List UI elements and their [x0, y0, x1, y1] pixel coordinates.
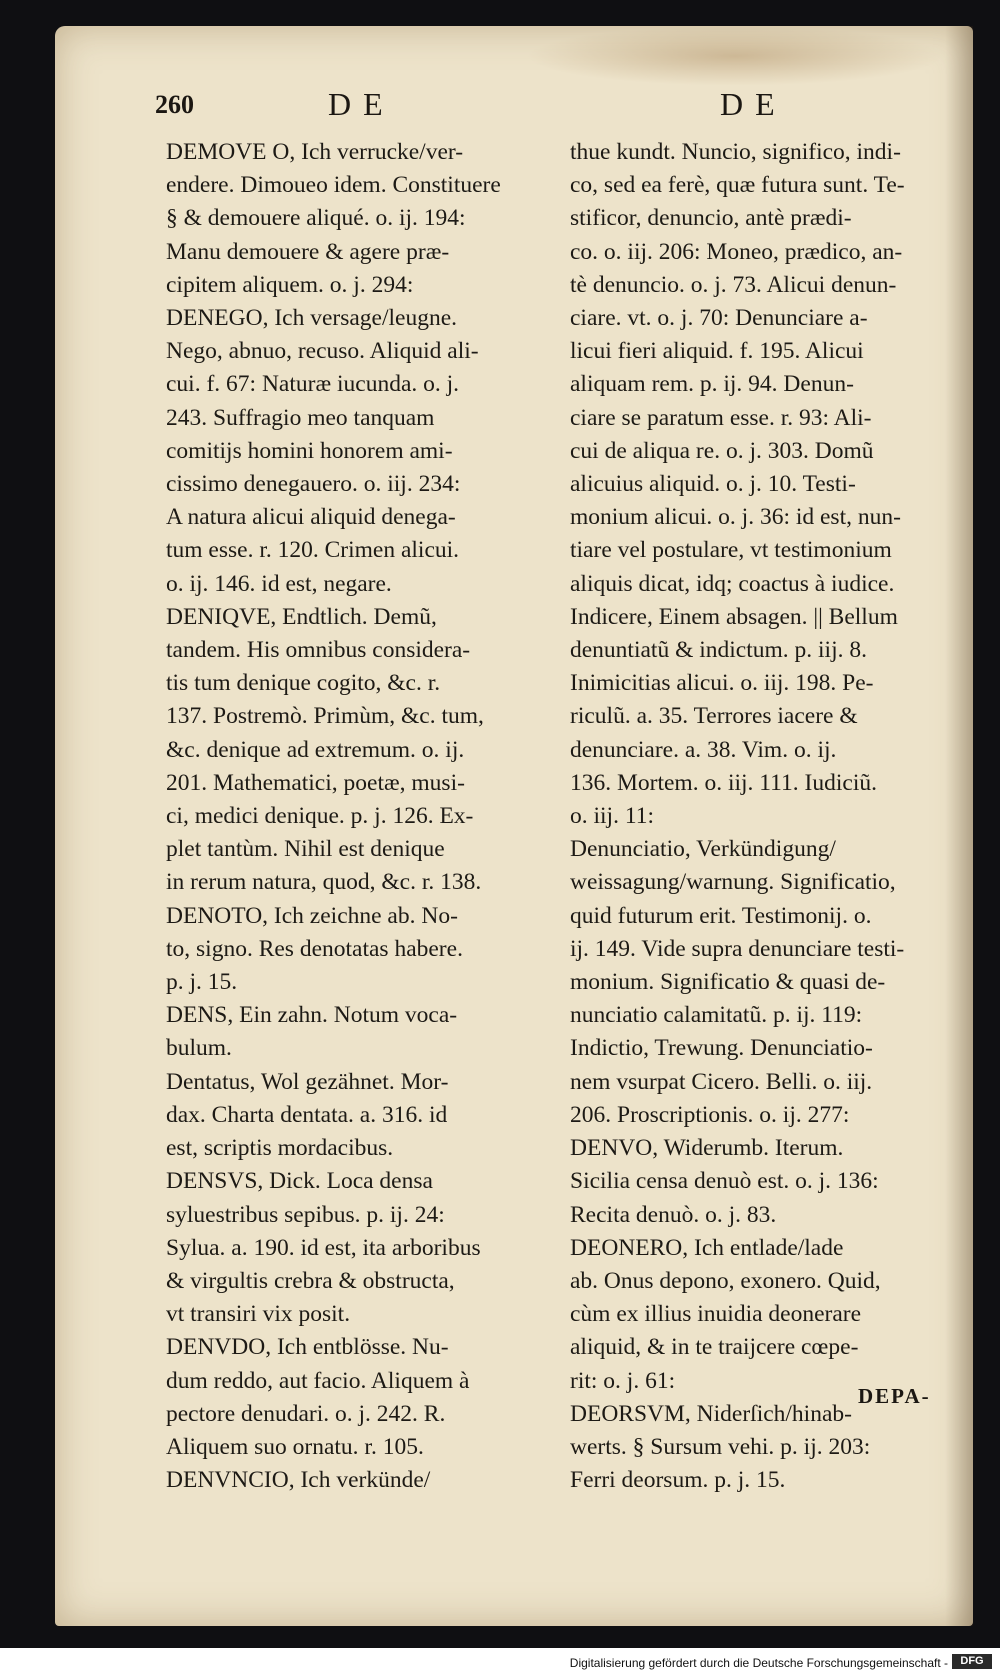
text-line: DENIQVE, Endtlich. Demũ,: [166, 603, 437, 630]
text-line: dum reddo, aut facio. Aliquem à: [166, 1367, 470, 1394]
text-line: monium alicui. o. j. 36: id est, nun-: [570, 504, 901, 531]
text-line: comitijs homini honorem ami-: [166, 437, 453, 464]
text-line: denunciare. a. 38. Vim. o. ij.: [570, 736, 837, 763]
text-line: &c. denique ad extremum. o. ij.: [166, 736, 465, 763]
text-line: Nego, abnuo, recuso. Aliquid ali-: [166, 338, 479, 365]
text-line: o. iij. 11:: [570, 803, 654, 830]
text-line: o. ij. 146. id est, negare.: [166, 570, 392, 597]
text-line: Inimicitias alicui. o. iij. 198. Pe-: [570, 670, 874, 697]
text-line: stificor, denuncio, antè prædi-: [570, 205, 852, 232]
text-line: syluestribus sepibus. p. ij. 24:: [166, 1201, 445, 1228]
catchword: DEPA-: [858, 1384, 931, 1408]
text-line: alicuius aliquid. o. j. 10. Testi-: [570, 471, 856, 498]
text-line: thue kundt. Nuncio, significo, indi-: [570, 139, 901, 165]
text-line: DENVDO, Ich entblösse. Nu-: [166, 1334, 449, 1361]
text-line: dax. Charta dentata. a. 316. id: [166, 1101, 448, 1128]
text-line: ciare. vt. o. j. 70: Denunciare a-: [570, 305, 868, 332]
text-line: nem vsurpat Cicero. Belli. o. iij.: [570, 1068, 873, 1095]
text-line: ij. 149. Vide supra denunciare testi-: [570, 935, 905, 962]
left-text-column: [166, 136, 558, 1497]
text-line: Ferri deorsum. p. j. 15.: [570, 1467, 786, 1494]
text-line: DENSVS, Dick. Loca densa: [166, 1168, 433, 1195]
text-line: DENVNCIO, Ich verkünde/: [166, 1467, 431, 1494]
text-line: tum esse. r. 120. Crimen alicui.: [166, 537, 460, 564]
running-head-left: DE: [328, 86, 395, 122]
text-line: Recita denuò. o. j. 83.: [570, 1201, 777, 1228]
funding-credit: Digitalisierung gefördert durch die Deutsche Forschungsgemeinschaft -: [569, 1656, 948, 1670]
text-line: Indicere, Einem absagen. || Bellum: [570, 603, 898, 630]
text-line: cipitem aliquem. o. j. 294:: [166, 271, 414, 298]
text-line: pectore denudari. o. j. 242. R.: [166, 1400, 446, 1427]
text-line: licui fieri aliquid. f. 195. Alicui: [570, 338, 864, 365]
text-line: Indictio, Trewung. Denunciatio-: [570, 1035, 873, 1062]
text-line: quid futurum erit. Testimonij. o.: [570, 902, 872, 929]
text-line: 136. Mortem. o. iij. 111. Iudiciũ.: [570, 769, 877, 796]
text-line: cùm ex illius inuidia deonerare: [570, 1301, 862, 1328]
dfg-logo: DFG: [952, 1654, 992, 1669]
text-line: 201. Mathematici, poetæ, musi-: [166, 769, 465, 796]
page-stain: [525, 26, 945, 86]
text-line: § & demouere aliqué. o. ij. 194:: [166, 205, 466, 232]
text-line: 137. Postremò. Primùm, &c. tum,: [166, 703, 484, 730]
text-line: DEORSVM, Niderſich/hinab-: [570, 1400, 852, 1427]
text-line: DENOTO, Ich zeichne ab. No-: [166, 902, 458, 929]
text-line: Dentatus, Wol gezähnet. Mor-: [166, 1068, 449, 1095]
right-text-column: [570, 136, 962, 1497]
text-line: co. o. iij. 206: Moneo, prædico, an-: [570, 238, 903, 265]
text-line: Sicilia censa denuò est. o. j. 136:: [570, 1168, 879, 1195]
text-line: Sylua. a. 190. id est, ita arboribus: [166, 1234, 481, 1261]
text-line: nunciatio calamitatũ. p. ij. 119:: [570, 1002, 863, 1029]
text-line: cui de aliqua re. o. j. 303. Domũ: [570, 437, 874, 464]
text-line: tis tum denique cogito, &c. r.: [166, 670, 441, 697]
text-line: DEONERO, Ich entlade/lade: [570, 1234, 844, 1261]
text-line: cissimo denegauero. o. iij. 234:: [166, 471, 461, 498]
text-line: tè denuncio. o. j. 73. Alicui denun-: [570, 271, 897, 298]
text-line: weissagung/warnung. Significatio,: [570, 869, 896, 896]
text-line: aliquam rem. p. ij. 94. Denun-: [570, 371, 854, 398]
text-line: Manu demouere & agere præ-: [166, 238, 450, 265]
text-line: p. j. 15.: [166, 969, 238, 996]
text-line: aliquis dicat, idq; coactus à iudice.: [570, 570, 895, 597]
text-line: DENVO, Widerumb. Iterum.: [570, 1135, 844, 1162]
text-line: to, signo. Res denotatas habere.: [166, 935, 463, 962]
text-line: ab. Onus depono, exonero. Quid,: [570, 1267, 881, 1294]
text-line: co, sed ea ferè, quæ futura sunt. Te-: [570, 172, 905, 199]
text-line: Aliquem suo ornatu. r. 105.: [166, 1433, 424, 1460]
text-line: plet tantùm. Nihil est denique: [166, 836, 445, 863]
text-line: DENEGO, Ich versage/leugne.: [166, 305, 458, 332]
text-line: vt transiri vix posit.: [166, 1301, 351, 1328]
text-line: tiare vel postulare, vt testimonium: [570, 537, 892, 564]
text-line: est, scriptis mordacibus.: [166, 1135, 394, 1162]
text-line: Denunciatio, Verkündigung/: [570, 836, 836, 863]
text-line: DENS, Ein zahn. Notum voca-: [166, 1002, 458, 1029]
text-line: & virgultis crebra & obstructa,: [166, 1267, 455, 1294]
running-head-right: DE: [720, 86, 787, 122]
text-line: ciare se paratum esse. r. 93: Ali-: [570, 404, 872, 431]
text-line: bulum.: [166, 1035, 232, 1062]
page-number: 260: [155, 90, 194, 119]
text-line: A natura alicui aliquid denega-: [166, 504, 456, 531]
text-line: ci, medici denique. p. j. 126. Ex-: [166, 803, 474, 830]
text-line: DEMOVE O, Ich verrucke/ver-: [166, 139, 464, 165]
text-line: monium. Significatio & quasi de-: [570, 969, 886, 996]
text-line: rit: o. j. 61:: [570, 1367, 676, 1394]
text-line: 206. Proscriptionis. o. ij. 277:: [570, 1101, 850, 1128]
text-line: werts. § Sursum vehi. p. ij. 203:: [570, 1433, 871, 1460]
text-line: aliquid, & in te traijcere cœpe-: [570, 1334, 859, 1361]
text-line: riculũ. a. 35. Terrores iacere &: [570, 703, 858, 730]
text-line: denuntiatũ & indictum. p. iij. 8.: [570, 637, 867, 664]
text-line: in rerum natura, quod, &c. r. 138.: [166, 869, 482, 896]
text-line: tandem. His omnibus considera-: [166, 637, 471, 664]
digitization-footer: [0, 1648, 1000, 1676]
text-line: cui. f. 67: Naturæ iucunda. o. j.: [166, 371, 460, 398]
text-line: endere. Dimoueo idem. Constituere: [166, 172, 501, 199]
text-line: 243. Suffragio meo tanquam: [166, 404, 435, 431]
